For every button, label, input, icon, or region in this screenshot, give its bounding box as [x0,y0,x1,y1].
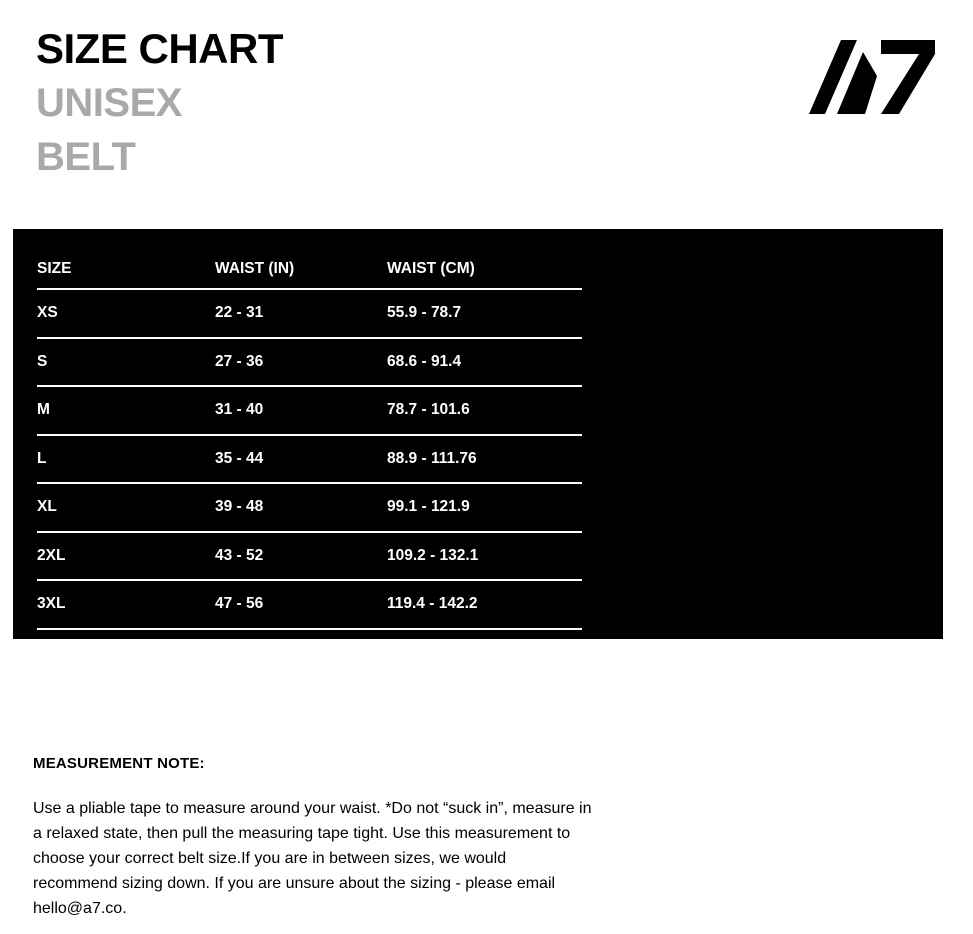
cell-size: XS [37,289,215,338]
cell-size: 2XL [37,532,215,581]
a7-logo [807,32,937,122]
size-chart-table [37,250,582,630]
table-header-row [37,250,582,289]
table-row [37,532,582,581]
column-header-waist-in: WAIST (IN) [215,250,387,289]
table-row [37,580,582,629]
column-header-waist-cm: WAIST (CM) [387,250,582,289]
cell-waist-cm: 109.2 - 132.1 [387,532,582,581]
cell-waist-in: 31 - 40 [215,386,387,435]
page-title: SIZE CHART [36,25,283,72]
cell-size: S [37,338,215,387]
cell-waist-cm: 68.6 - 91.4 [387,338,582,387]
measurement-note-body: Use a pliable tape to measure around your waist. *Do not “suck in”, measure in a relaxed state, then pull the measuring tape tight. Use this measurement to choose your correct belt size.If you are in between sizes, we would recommend sizing down. If you are unsure about the sizing - please email hello@a7.co. [33,800,592,917]
table-row [37,483,582,532]
cell-waist-in: 39 - 48 [215,483,387,532]
cell-size: 3XL [37,580,215,629]
cell-waist-cm: 55.9 - 78.7 [387,289,582,338]
column-header-size: SIZE [37,250,215,289]
cell-waist-in: 22 - 31 [215,289,387,338]
title-block [36,22,283,184]
cell-waist-cm: 99.1 - 121.9 [387,483,582,532]
table-row [37,435,582,484]
cell-waist-in: 43 - 52 [215,532,387,581]
cell-waist-cm: 78.7 - 101.6 [387,386,582,435]
page-subtitle-line1: UNISEX [36,81,182,125]
table-row [37,386,582,435]
page-header [36,22,937,202]
cell-size: M [37,386,215,435]
cell-waist-in: 27 - 36 [215,338,387,387]
cell-waist-cm: 119.4 - 142.2 [387,580,582,629]
measurement-note [33,755,593,921]
size-chart-panel [13,229,943,639]
measurement-note-title: MEASUREMENT NOTE: [33,755,205,772]
table-row [37,289,582,338]
cell-waist-cm: 88.9 - 111.76 [387,435,582,484]
cell-waist-in: 35 - 44 [215,435,387,484]
cell-waist-in: 47 - 56 [215,580,387,629]
cell-size: XL [37,483,215,532]
cell-size: L [37,435,215,484]
page-subtitle-line2: BELT [36,135,136,179]
table-row [37,338,582,387]
